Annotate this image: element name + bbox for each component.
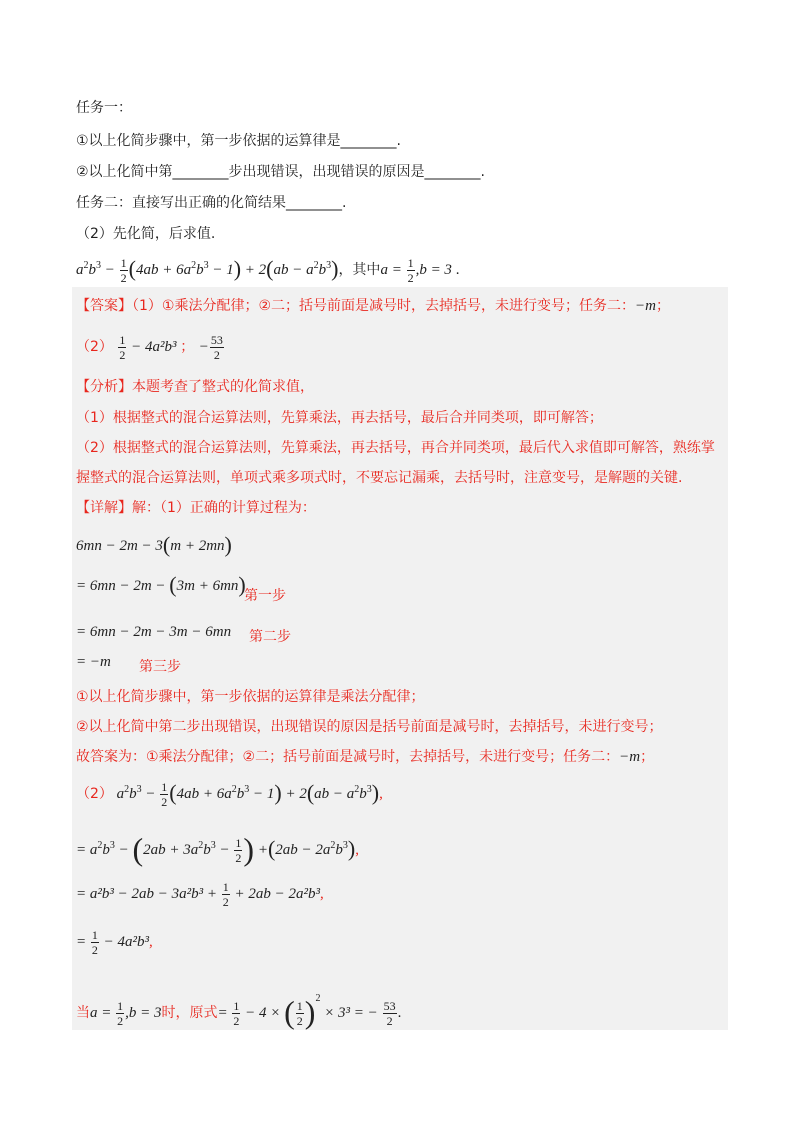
result-line1: ①以上化简步骤中，第一步依据的运算律是乘法分配律； — [76, 689, 425, 705]
answer-neg-m: −m — [635, 298, 656, 314]
step1-label: 第一步 — [244, 588, 286, 604]
analysis-label: 【分析】 — [76, 379, 132, 395]
answer-semicolon: ； — [655, 298, 670, 314]
task1-heading: 任务一： — [76, 100, 132, 116]
where-text: ，其中 — [338, 262, 381, 278]
answer-line2 — [76, 327, 225, 367]
analysis-line1: （1）根据整式的混合运算法则，先算乘法，再去括号，最后合并同类项，即可解答； — [76, 410, 603, 426]
result-neg-m: −m — [619, 749, 641, 765]
detail-line0 — [76, 498, 316, 518]
result-line3: 故答案为：①乘法分配律；②二；括号前面是减号时，去掉括号，未进行变号；任务二：−m； — [76, 749, 655, 765]
derivation2-step1: = $a^2b^3 - (2ab + 3a^2b^3$ − $\frac{1}{2}$ ) $+(2ab - 2a^2b^3)$, — [76, 831, 359, 867]
task1-question1: ①以上化简步骤中，第一步依据的运算律是________. — [76, 133, 401, 149]
cond-b: ,b = 3 — [415, 262, 452, 278]
fraction-53-over-2: $\frac{53}{2}$ — [383, 999, 396, 1029]
detail-intro: 解：（1）正确的计算过程为： — [132, 500, 316, 516]
part2-prompt: （2）先化简，后求值. — [76, 226, 216, 242]
fraction-half: $\frac{1}{2}$ — [91, 928, 98, 958]
answer-label: 【答案】 — [76, 298, 132, 314]
analysis-line2b: 握整式的混合运算法则，单项式乘多项式时，不要忘记漏乘，去括号时，注意变号，是解题的关键. — [76, 470, 683, 486]
derivation2-step3: = $\frac{1}{2}$ − 4a²b³, — [76, 928, 153, 958]
period: . — [455, 262, 460, 278]
answer-expression: − 4a²b³ — [131, 339, 177, 355]
cond-a: a = — [380, 262, 402, 278]
step3-label: 第三步 — [139, 659, 181, 675]
derivation1-step3: = −m — [76, 654, 111, 670]
task1-question2: ②以上化简中第________步出现错误，出现错误的原因是________. — [76, 164, 485, 180]
fraction-half: $\frac{1}{2}$ — [235, 836, 242, 866]
fraction-53-over-2: $\frac{53}{2}$ — [210, 333, 223, 363]
answer-part2-label: （2） — [76, 339, 113, 355]
fraction-half: $\frac{1}{2}$ — [296, 999, 303, 1029]
answer-text: （1）①乘法分配律；②二；括号前面是减号时，去掉括号，未进行变号；任务二： — [132, 298, 636, 314]
detail-label: 【详解】 — [76, 500, 132, 516]
derivation1-step1: = 6mn − 2m − (3m + 6mn) — [76, 572, 246, 597]
answer-line1 — [76, 296, 670, 316]
fraction-half: $\frac{1}{2}$ — [222, 880, 229, 910]
step2-label: 第二步 — [249, 629, 291, 645]
fraction-half: $\frac{1}{2}$ — [161, 780, 168, 810]
substitution-line: 当a = $\frac{1}{2}$ ,b = 3时，原式= $\frac{1}{2}$ − 4 × ( $\frac{1}{2}$ )$^2$ × 3³ = − $\frac{53}{2}$ . — [76, 993, 402, 1030]
derivation2-step2: = a²b³ − 2ab − 3a²b³ + $\frac{1}{2}$ + 2ab − 2a²b³, — [76, 880, 324, 910]
fraction-half: $\frac{1}{2}$ — [407, 256, 414, 286]
analysis-line0 — [76, 377, 314, 397]
fraction-half: $\frac{1}{2}$ — [233, 999, 240, 1029]
derivation1-step2: = 6mn − 2m − 3m − 6mn — [76, 624, 232, 640]
answer-neg-sign: − — [198, 339, 209, 355]
result-line2: ②以上化简中第二步出现错误，出现错误的原因是括号前面是减号时，去掉括号，未进行变号； — [76, 719, 663, 735]
answer-separator: ； — [180, 339, 195, 355]
part2-expression: $a^2b^3$ − $\frac{1}{2}$ $(4ab + 6a^2b^3 - 1) + 2(ab - a^2b^3)$，其中a = $\frac{1}{2}$ ,b = 3 . — [76, 256, 460, 286]
fraction-half: $\frac{1}{2}$ — [117, 999, 124, 1029]
fraction-half: $\frac{1}{2}$ — [120, 256, 127, 286]
analysis-intro: 本题考查了整式的化简求值， — [132, 379, 314, 395]
task2-heading: 任务二：直接写出正确的化简结果________. — [76, 195, 347, 211]
derivation1-step0: 6mn − 2m − 3(m + 2mn) — [76, 532, 232, 557]
derivation2-step0: （2） $a^2b^3$ − $\frac{1}{2}$ $(4ab + 6a^2b^3 - 1) + 2(ab - a^2b^3)$, — [76, 780, 383, 810]
analysis-line2a: （2）根据整式的混合运算法则，先算乘法，再去括号，再合并同类项，最后代入求值即可解答，熟练掌 — [76, 440, 715, 456]
fraction-half: $\frac{1}{2}$ — [119, 333, 126, 363]
